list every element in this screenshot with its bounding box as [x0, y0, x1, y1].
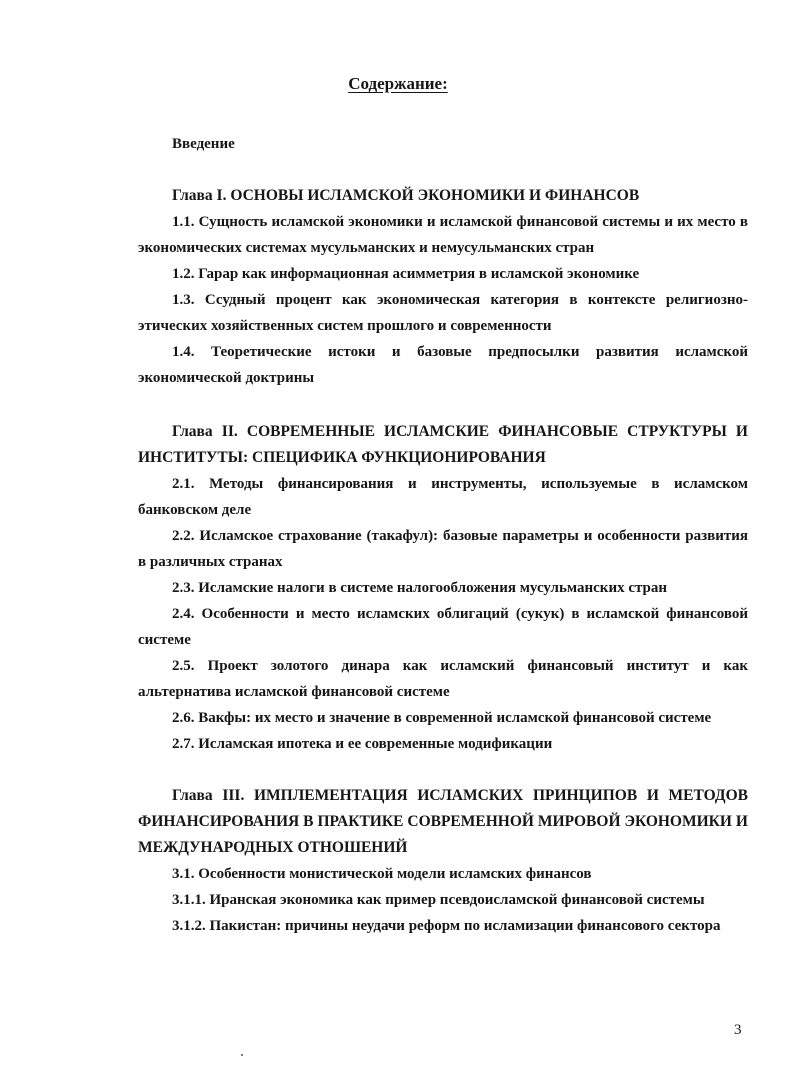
toc-item-1-1: 1.1. Сущность исламской экономики и исламской финансовой системы и их место в экономических системах мусульманских и немусульманских стран: [138, 214, 748, 256]
toc-item-2-5: 2.5. Проект золотого динара как исламский финансовый институт и как альтернатива исламской финансовой системе: [138, 658, 748, 700]
toc-item-2-7: 2.7. Исламская ипотека и ее современные модификации: [172, 736, 553, 752]
page-number: 3: [734, 1022, 742, 1038]
toc-item-1-2: 1.2. Гарар как информационная асимметрия в исламской экономике: [172, 266, 640, 282]
toc-chapter-2-heading: Глава II. СОВРЕМЕННЫЕ ИСЛАМСКИЕ ФИНАНСОВЫЕ СТРУКТУРЫ И ИНСТИТУТЫ: СПЕЦИФИКА ФУНКЦИОНИРОВАНИЯ: [138, 423, 748, 466]
toc-chapter-3-heading: Глава III. ИМПЛЕМЕНТАЦИЯ ИСЛАМСКИХ ПРИНЦИПОВ И МЕТОДОВ ФИНАНСИРОВАНИЯ В ПРАКТИКЕ СОВРЕМЕННОЙ МИРОВОЙ ЭКОНОМИКИ И МЕЖДУНАРОДНЫХ ОТНОШЕНИЙ: [138, 787, 748, 856]
toc-item-2-2: 2.2. Исламское страхование (такафул): базовые параметры и особенности развития в различных странах: [138, 528, 748, 570]
toc-item-2-1: 2.1. Методы финансирования и инструменты, используемые в исламском банковском деле: [138, 476, 748, 518]
toc-item-3-1-1: 3.1.1. Иранская экономика как пример псевдоисламской финансовой системы: [172, 892, 705, 908]
toc-item-1-3: 1.3. Ссудный процент как экономическая категория в контексте религиозно-этических хозяйственных систем прошлого и современности: [138, 292, 748, 334]
toc-title: Содержание:: [348, 74, 448, 93]
toc-item-2-3: 2.3. Исламские налоги в системе налогообложения мусульманских стран: [172, 580, 668, 596]
toc-item-2-6: 2.6. Вакфы: их место и значение в современной исламской финансовой системе: [172, 710, 712, 726]
toc-item-3-1-2: 3.1.2. Пакистан: причины неудачи реформ по исламизации финансового сектора: [172, 918, 721, 934]
toc-item-1-4: 1.4. Теоретические истоки и базовые предпосылки развития исламской экономической доктрины: [138, 344, 748, 386]
scan-speck-decoration: [241, 1054, 243, 1056]
toc-item-3-1: 3.1. Особенности монистической модели исламских финансов: [172, 866, 592, 882]
toc-introduction: Введение: [172, 136, 235, 152]
toc-item-2-4: 2.4. Особенности и место исламских облигаций (сукук) в исламской финансовой системе: [138, 606, 748, 648]
table-of-contents: [138, 131, 748, 939]
toc-chapter-1-heading: Глава I. ОСНОВЫ ИСЛАМСКОЙ ЭКОНОМИКИ И ФИНАНСОВ: [172, 187, 640, 204]
